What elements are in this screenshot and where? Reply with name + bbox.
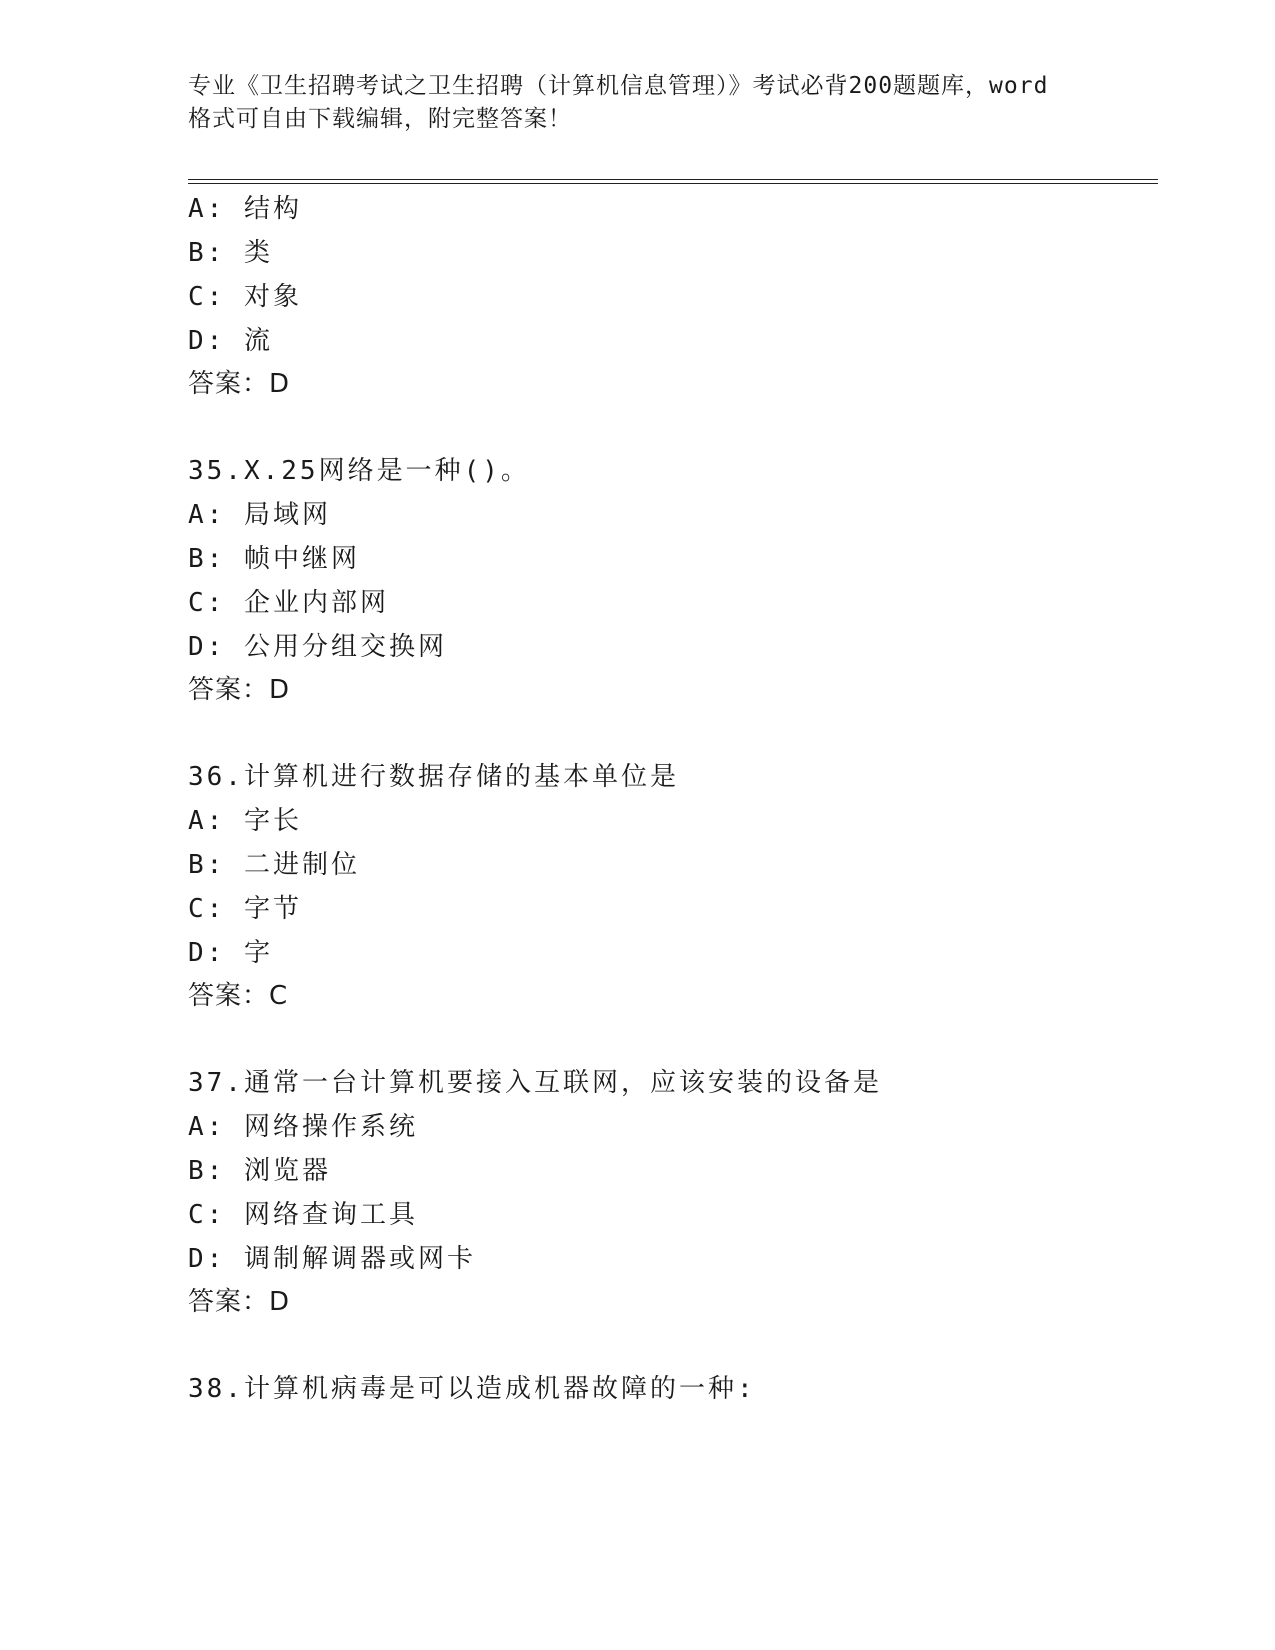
q35-answer: 答案：D	[188, 675, 291, 705]
q37-option-c: C: 网络查询工具	[188, 1200, 418, 1230]
document-header	[188, 70, 1108, 136]
q37-option-b: B: 浏览器	[188, 1156, 331, 1186]
header-divider-bottom	[188, 183, 1158, 184]
q36-answer: 答案：C	[188, 981, 289, 1011]
q36-option-b: B: 二进制位	[188, 850, 360, 880]
q34-option-d: D: 流	[188, 326, 273, 356]
q36-option-c: C: 字节	[188, 894, 302, 924]
q35-option-a: A: 局域网	[188, 500, 331, 530]
q36-option-a: A: 字长	[188, 806, 302, 836]
q37-question: 37.通常一台计算机要接入互联网，应该安装的设备是	[188, 1068, 882, 1098]
q35-option-b: B: 帧中继网	[188, 544, 360, 574]
q37-option-a: A: 网络操作系统	[188, 1112, 418, 1142]
q36-question: 36.计算机进行数据存储的基本单位是	[188, 762, 679, 792]
q35-question: 35.X.25网络是一种()。	[188, 456, 530, 486]
q34-option-c: C: 对象	[188, 282, 302, 312]
q34-answer: 答案：D	[188, 369, 291, 399]
q37-answer: 答案：D	[188, 1287, 291, 1317]
header-title-line-1: 专业《卫生招聘考试之卫生招聘（计算机信息管理）》考试必背200题题库，word	[188, 73, 1049, 99]
q38-question: 38.计算机病毒是可以造成机器故障的一种:	[188, 1374, 756, 1404]
q35-option-d: D: 公用分组交换网	[188, 632, 447, 662]
header-title-line-2: 格式可自由下载编辑，附完整答案！	[188, 106, 572, 132]
q35-option-c: C: 企业内部网	[188, 588, 389, 618]
q34-option-a: A: 结构	[188, 194, 302, 224]
q36-option-d: D: 字	[188, 938, 273, 968]
q34-option-b: B: 类	[188, 238, 273, 268]
q37-option-d: D: 调制解调器或网卡	[188, 1244, 476, 1274]
header-divider-top	[188, 179, 1158, 180]
